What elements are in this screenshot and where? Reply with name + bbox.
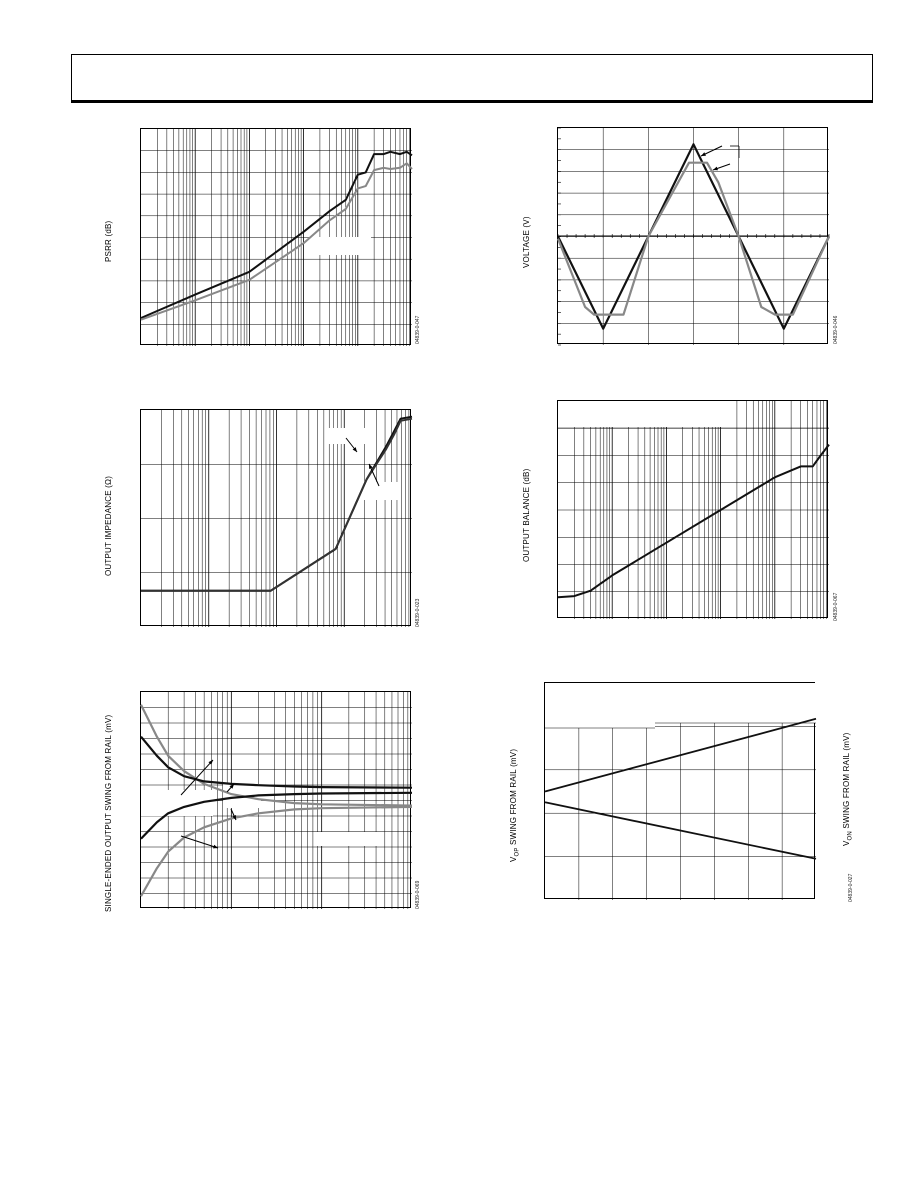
von-label-v: V (842, 840, 851, 846)
vop-von-plot-frame (544, 682, 815, 899)
voltage-arrow-2-head (713, 167, 718, 171)
psrr-plot-frame (140, 128, 411, 345)
psrr-y-axis-label: PSRR (dB) (104, 220, 113, 262)
psrr-figure-code: 04839-0-047 (415, 315, 421, 344)
swing-plot (141, 692, 412, 909)
balance-figure-code: 04839-0-067 (833, 592, 839, 621)
vop-label-v: V (509, 856, 518, 862)
balance-plot-frame (557, 400, 828, 618)
vop-von-figure-code: 04839-0-027 (848, 873, 854, 902)
von-y-axis-label (842, 732, 854, 846)
voltage-plot (558, 128, 829, 345)
swing-series-3 (141, 807, 412, 896)
swing-figure-code: 04839-0-069 (415, 880, 421, 909)
zout-figure-code: 04839-0-023 (415, 598, 421, 627)
zout-y-axis-label: OUTPUT IMPEDANCE (Ω) (104, 475, 113, 576)
von-label-sub: ON (847, 831, 854, 841)
psrr-plot (141, 129, 412, 346)
balance-y-axis-label: OUTPUT BALANCE (dB) (522, 468, 531, 562)
vop-von-plot (545, 683, 816, 900)
psrr-label-mask (311, 237, 371, 255)
vop-label-tail: SWING FROM RAIL (mV) (509, 748, 518, 848)
swing-series-1 (141, 737, 412, 788)
page-header-box (71, 54, 873, 103)
psrr-series-1 (141, 163, 412, 319)
balance-legend-mask (558, 401, 732, 427)
swing-y-axis-label: SINGLE-ENDED OUTPUT SWING FROM RAIL (mV) (104, 714, 113, 912)
voltage-y-axis-label: VOLTAGE (V) (522, 216, 531, 268)
voltage-plot-frame (557, 127, 828, 344)
swing-plot-frame (140, 691, 411, 908)
vop-y-axis-label (509, 749, 521, 862)
zout-label-mask-2 (363, 482, 399, 500)
voltage-figure-code: 04839-0-046 (833, 315, 839, 344)
swing-label-mask-3 (315, 832, 383, 846)
swing-arrow-2 (181, 836, 218, 848)
zout-label-mask-1 (325, 428, 365, 444)
vopvon-legend-mask-2 (655, 683, 816, 723)
zout-plot (141, 410, 412, 627)
vop-label-sub: OP (514, 847, 521, 857)
balance-series-0 (558, 445, 829, 598)
zout-plot-frame (140, 409, 411, 626)
von-label-tail: SWING FROM RAIL (mV) (842, 732, 851, 832)
balance-plot (558, 401, 829, 619)
vopvon-legend-mask-1 (545, 683, 655, 728)
